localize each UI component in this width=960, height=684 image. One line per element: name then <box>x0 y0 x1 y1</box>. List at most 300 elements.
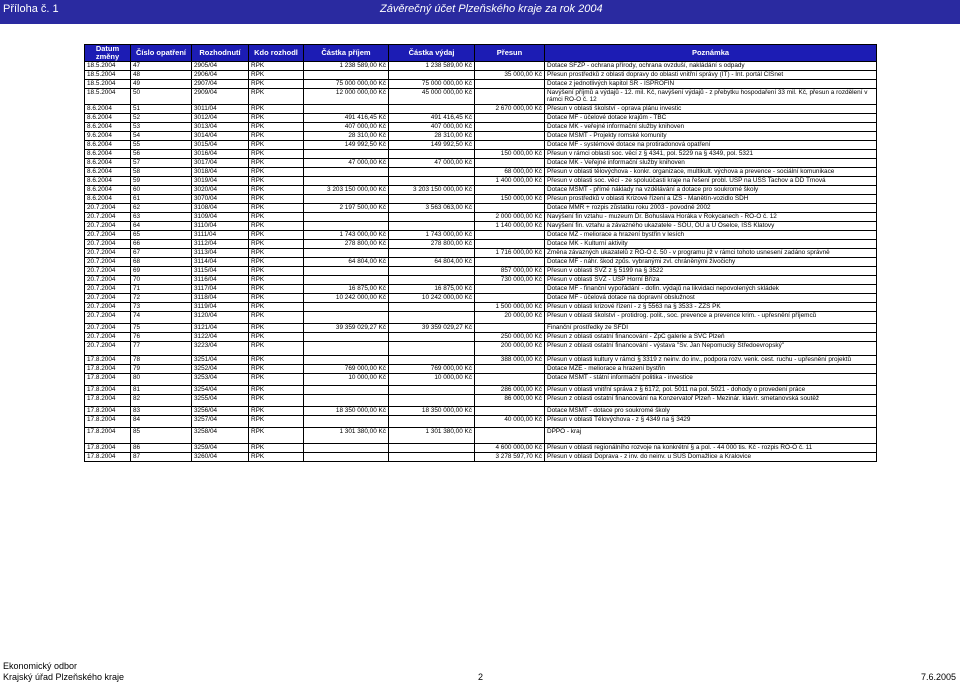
page-header <box>0 0 960 24</box>
cell-date: 18.5.2004 <box>85 71 131 80</box>
cell-note: Přesun v oblasti tělovýchova - konkr. organizace, multikult. výchova a prevence - sociální komunikace <box>545 167 877 176</box>
cell-note: Dotace MŠMT - přímé náklady na vzdělávání a dotace pro soukromé školy <box>545 185 877 194</box>
cell-date: 17.8.2004 <box>85 415 131 427</box>
cell-expense: 1 301 380,00 Kč <box>389 427 475 443</box>
cell-decided-by: RPK <box>249 341 304 355</box>
cell-decision: 3119/04 <box>192 302 249 311</box>
cell-transfer <box>475 293 545 302</box>
cell-transfer: 857 000,00 Kč <box>475 266 545 275</box>
cell-transfer <box>475 185 545 194</box>
cell-decision: 3113/04 <box>192 248 249 257</box>
cell-measure-number: 72 <box>131 293 192 302</box>
cell-decision: 3108/04 <box>192 203 249 212</box>
table-row <box>85 385 877 394</box>
cell-measure-number: 59 <box>131 176 192 185</box>
cell-decision: 3259/04 <box>192 443 249 452</box>
cell-transfer <box>475 406 545 415</box>
cell-note: Dotace MŠMT - Projekty romské komunity <box>545 131 877 140</box>
cell-date: 20.7.2004 <box>85 332 131 341</box>
cell-transfer: 68 000,00 Kč <box>475 167 545 176</box>
cell-measure-number: 54 <box>131 131 192 140</box>
cell-date: 20.7.2004 <box>85 323 131 332</box>
cell-note: Přesun v oblasti Tělovýchova - z § 4349 na § 3429 <box>545 415 877 427</box>
table-row <box>85 113 877 122</box>
cell-note: Přesun z oblasti ostatní financování - ZpČ galerie a SVČ Plzeň <box>545 332 877 341</box>
cell-decided-by: RPK <box>249 221 304 230</box>
cell-measure-number: 80 <box>131 373 192 385</box>
cell-decision: 3252/04 <box>192 364 249 373</box>
cell-transfer <box>475 89 545 105</box>
table-row <box>85 266 877 275</box>
cell-decision: 3121/04 <box>192 323 249 332</box>
cell-transfer <box>475 158 545 167</box>
cell-transfer: 200 000,00 Kč <box>475 341 545 355</box>
cell-measure-number: 51 <box>131 104 192 113</box>
cell-decision: 3251/04 <box>192 355 249 364</box>
footer-page-number: 2 <box>478 672 484 682</box>
cell-income: 769 000,00 Kč <box>304 364 389 373</box>
cell-decided-by: RPK <box>249 131 304 140</box>
cell-transfer: 40 000,00 Kč <box>475 415 545 427</box>
cell-decision: 3070/04 <box>192 194 249 203</box>
cell-decided-by: RPK <box>249 385 304 394</box>
cell-date: 20.7.2004 <box>85 203 131 212</box>
table-row <box>85 122 877 131</box>
cell-income <box>304 248 389 257</box>
cell-expense: 16 875,00 Kč <box>389 284 475 293</box>
cell-income: 10 000,00 Kč <box>304 373 389 385</box>
cell-expense <box>389 385 475 394</box>
cell-decided-by: RPK <box>249 104 304 113</box>
cell-decided-by: RPK <box>249 452 304 461</box>
cell-note: Finanční prostředky ze SFDI <box>545 323 877 332</box>
cell-note: Dotace MZ - meliorace a hrazení bystřin v lesích <box>545 230 877 239</box>
table-row <box>85 80 877 89</box>
cell-expense <box>389 341 475 355</box>
cell-decision: 2907/04 <box>192 80 249 89</box>
cell-expense <box>389 452 475 461</box>
table-row <box>85 443 877 452</box>
cell-expense <box>389 443 475 452</box>
cell-transfer <box>475 80 545 89</box>
cell-note: Přesun v oblasti Doprava - z inv. do neinv. u SÚS Domažlice a Kralovice <box>545 452 877 461</box>
cell-transfer <box>475 373 545 385</box>
cell-income <box>304 415 389 427</box>
cell-date: 17.8.2004 <box>85 452 131 461</box>
cell-decision: 3118/04 <box>192 293 249 302</box>
cell-income <box>304 212 389 221</box>
cell-date: 8.6.2004 <box>85 176 131 185</box>
cell-decided-by: RPK <box>249 293 304 302</box>
table-row <box>85 185 877 194</box>
cell-date: 17.8.2004 <box>85 385 131 394</box>
footer-office: Krajský úřad Plzeňského kraje <box>3 672 125 682</box>
column-header-expense: Částka výdaj <box>389 45 475 62</box>
cell-measure-number: 65 <box>131 230 192 239</box>
cell-decision: 3109/04 <box>192 212 249 221</box>
cell-transfer <box>475 284 545 293</box>
cell-transfer: 20 000,00 Kč <box>475 311 545 323</box>
cell-note: Dotace MF - finanční vypořádání - dofin. výdajů na likvidaci nepovolených skládek <box>545 284 877 293</box>
table-row <box>85 149 877 158</box>
cell-date: 20.7.2004 <box>85 212 131 221</box>
cell-decided-by: RPK <box>249 275 304 284</box>
cell-date: 18.5.2004 <box>85 80 131 89</box>
cell-decision: 3257/04 <box>192 415 249 427</box>
cell-measure-number: 82 <box>131 394 192 406</box>
column-header-decision: Rozhodnutí <box>192 45 249 62</box>
cell-income: 407 000,00 Kč <box>304 122 389 131</box>
table-row <box>85 176 877 185</box>
cell-transfer: 2 000 000,00 Kč <box>475 212 545 221</box>
cell-date: 17.8.2004 <box>85 364 131 373</box>
document-title: Závěrečný účet Plzeňského kraje za rok 2004 <box>380 3 603 15</box>
cell-income: 16 875,00 Kč <box>304 284 389 293</box>
cell-expense: 407 000,00 Kč <box>389 122 475 131</box>
cell-note: Dotace MZE - meliorace a hrazení bystřin <box>545 364 877 373</box>
cell-expense <box>389 167 475 176</box>
table-row <box>85 248 877 257</box>
cell-expense: 1 238 589,00 Kč <box>389 62 475 71</box>
cell-decision: 3256/04 <box>192 406 249 415</box>
cell-decision: 3116/04 <box>192 275 249 284</box>
cell-expense <box>389 415 475 427</box>
cell-date: 20.7.2004 <box>85 239 131 248</box>
cell-measure-number: 76 <box>131 332 192 341</box>
cell-measure-number: 48 <box>131 71 192 80</box>
column-header-note: Poznámka <box>545 45 877 62</box>
cell-decided-by: RPK <box>249 167 304 176</box>
cell-decision: 2905/04 <box>192 62 249 71</box>
cell-income <box>304 385 389 394</box>
cell-decided-by: RPK <box>249 443 304 452</box>
cell-decision: 3260/04 <box>192 452 249 461</box>
footer-department: Ekonomický odbor <box>3 661 78 671</box>
cell-note: Navýšení fin. vztahu a závazného ukazatele - SOU, OU a U Oselce, ISŠ Klatovy <box>545 221 877 230</box>
cell-date: 17.8.2004 <box>85 427 131 443</box>
cell-income <box>304 221 389 230</box>
column-header-income: Částka příjem <box>304 45 389 62</box>
cell-income <box>304 149 389 158</box>
cell-income <box>304 176 389 185</box>
cell-income <box>304 194 389 203</box>
cell-note: Dotace MMR + rozpis zůstatku roku 2003 - povodně 2002 <box>545 203 877 212</box>
cell-date: 8.6.2004 <box>85 185 131 194</box>
cell-note: Přesun v rámci oblasti soc. věcí z § 4341, pol. 5229 na § 4349, pol. 5321 <box>545 149 877 158</box>
cell-date: 20.7.2004 <box>85 248 131 257</box>
cell-measure-number: 81 <box>131 385 192 394</box>
table-row <box>85 415 877 427</box>
cell-expense: 39 359 029,27 Kč <box>389 323 475 332</box>
table-row <box>85 311 877 323</box>
cell-transfer <box>475 427 545 443</box>
cell-income: 18 350 000,00 Kč <box>304 406 389 415</box>
table-row <box>85 158 877 167</box>
table-row <box>85 293 877 302</box>
budget-changes-table <box>84 44 877 462</box>
cell-income <box>304 443 389 452</box>
cell-transfer <box>475 323 545 332</box>
cell-measure-number: 84 <box>131 415 192 427</box>
cell-transfer <box>475 364 545 373</box>
cell-expense: 10 242 000,00 Kč <box>389 293 475 302</box>
cell-decision: 3111/04 <box>192 230 249 239</box>
cell-decided-by: RPK <box>249 406 304 415</box>
cell-measure-number: 47 <box>131 62 192 71</box>
cell-note: Přesun v oblasti regionálního rozvoje na konkrétní § a pol. - 44 000 tis. Kč - rozpis RO-O č. 11 <box>545 443 877 452</box>
cell-note: Přesun v oblasti soc. věcí - ze spoluúčasti kraje na řešení probl. ÚSP na ÚSS Tachov a DD Trnová <box>545 176 877 185</box>
cell-income <box>304 302 389 311</box>
cell-date: 8.6.2004 <box>85 113 131 122</box>
cell-decision: 3019/04 <box>192 176 249 185</box>
cell-income <box>304 266 389 275</box>
cell-decision: 3254/04 <box>192 385 249 394</box>
cell-note: Dotace SFŽP - ochrana přírody, ochrana ovzduší, nakládání s odpady <box>545 62 877 71</box>
cell-transfer: 1 500 000,00 Kč <box>475 302 545 311</box>
cell-transfer <box>475 140 545 149</box>
cell-decided-by: RPK <box>249 373 304 385</box>
cell-expense: 45 000 000,00 Kč <box>389 89 475 105</box>
cell-decision: 3122/04 <box>192 332 249 341</box>
cell-income: 149 992,50 Kč <box>304 140 389 149</box>
cell-transfer <box>475 203 545 212</box>
cell-decided-by: RPK <box>249 248 304 257</box>
cell-note: Dotace MK - veřejné informační služby knihoven <box>545 122 877 131</box>
cell-note: Přesun v oblasti SVZ z § 5199 na § 3522 <box>545 266 877 275</box>
cell-expense: 3 203 150 000,00 Kč <box>389 185 475 194</box>
cell-transfer: 1 716 000,00 Kč <box>475 248 545 257</box>
cell-expense <box>389 149 475 158</box>
cell-decided-by: RPK <box>249 332 304 341</box>
cell-note: Dotace MŠMT - dotace pro soukromé školy <box>545 406 877 415</box>
cell-transfer: 3 278 597,70 Kč <box>475 452 545 461</box>
cell-decision: 3016/04 <box>192 149 249 158</box>
cell-decision: 3011/04 <box>192 104 249 113</box>
cell-date: 9.6.2004 <box>85 131 131 140</box>
cell-transfer: 2 670 000,00 Kč <box>475 104 545 113</box>
cell-measure-number: 64 <box>131 221 192 230</box>
table-row <box>85 257 877 266</box>
cell-decided-by: RPK <box>249 185 304 194</box>
cell-decision: 3015/04 <box>192 140 249 149</box>
table-row <box>85 71 877 80</box>
cell-expense <box>389 275 475 284</box>
cell-income <box>304 341 389 355</box>
cell-note: Přesun prostředků z oblasti dopravy do oblasti vnitřní správy (IT) - Int. portál CISnet <box>545 71 877 80</box>
cell-expense <box>389 302 475 311</box>
cell-measure-number: 53 <box>131 122 192 131</box>
cell-date: 20.7.2004 <box>85 230 131 239</box>
table-row <box>85 140 877 149</box>
cell-expense <box>389 355 475 364</box>
cell-expense <box>389 266 475 275</box>
cell-decided-by: RPK <box>249 62 304 71</box>
cell-decided-by: RPK <box>249 140 304 149</box>
table-row <box>85 131 877 140</box>
cell-note: Přesun z oblasti ostatní financování - výstava "Sv. Jan Nepomucký Středoevropský" <box>545 341 877 355</box>
cell-transfer: 150 000,00 Kč <box>475 149 545 158</box>
cell-transfer: 286 000,00 Kč <box>475 385 545 394</box>
cell-income: 28 310,00 Kč <box>304 131 389 140</box>
cell-note: Přesun v oblasti kultury v rámci § 3319 z neinv. do inv., podpora rozv. venk. cest. ruchu - upřesnění projektů <box>545 355 877 364</box>
cell-note: Dotace MF - účelové dotace krajům - TBC <box>545 113 877 122</box>
cell-measure-number: 77 <box>131 341 192 355</box>
cell-date: 17.8.2004 <box>85 355 131 364</box>
cell-date: 20.7.2004 <box>85 311 131 323</box>
cell-date: 20.7.2004 <box>85 266 131 275</box>
cell-income: 47 000,00 Kč <box>304 158 389 167</box>
cell-decided-by: RPK <box>249 176 304 185</box>
cell-decision: 3013/04 <box>192 122 249 131</box>
table-row <box>85 62 877 71</box>
cell-measure-number: 50 <box>131 89 192 105</box>
cell-measure-number: 49 <box>131 80 192 89</box>
cell-decision: 2906/04 <box>192 71 249 80</box>
cell-note: Navýšení fin vztahu - muzeum Dr. Bohuslava Horáka v Rokycanech - RO-O č. 12 <box>545 212 877 221</box>
cell-expense <box>389 311 475 323</box>
table-row <box>85 203 877 212</box>
cell-decision: 3253/04 <box>192 373 249 385</box>
cell-measure-number: 74 <box>131 311 192 323</box>
table-row <box>85 373 877 385</box>
cell-transfer <box>475 113 545 122</box>
cell-date: 17.8.2004 <box>85 443 131 452</box>
table-row <box>85 239 877 248</box>
table-row <box>85 364 877 373</box>
cell-income <box>304 394 389 406</box>
cell-note: Dotace MF - účelová dotace na dopravní obslužnost <box>545 293 877 302</box>
cell-date: 20.7.2004 <box>85 257 131 266</box>
cell-income <box>304 452 389 461</box>
cell-measure-number: 55 <box>131 140 192 149</box>
column-header-decided-by: Kdo rozhodl <box>249 45 304 62</box>
cell-decided-by: RPK <box>249 415 304 427</box>
cell-decided-by: RPK <box>249 323 304 332</box>
cell-note: Přesun z oblasti ostatní financování na Konzervatoř Plzeň - Mezinár. klavír. smetanovská soutěž <box>545 394 877 406</box>
cell-decided-by: RPK <box>249 311 304 323</box>
cell-income: 3 203 150 000,00 Kč <box>304 185 389 194</box>
cell-note: Dotace MK - Kulturní aktivity <box>545 239 877 248</box>
cell-note: Změna závazných ukazatelů z RO-O č. 50 - v programu již v rámci tohoto usnesení zadáno správně <box>545 248 877 257</box>
cell-expense <box>389 176 475 185</box>
cell-decision: 3115/04 <box>192 266 249 275</box>
cell-decided-by: RPK <box>249 113 304 122</box>
cell-measure-number: 56 <box>131 149 192 158</box>
cell-decided-by: RPK <box>249 89 304 105</box>
table-row <box>85 230 877 239</box>
table-row <box>85 275 877 284</box>
cell-note: Dotace MF - systémové dotace na protiradonová opatření <box>545 140 877 149</box>
cell-decided-by: RPK <box>249 257 304 266</box>
cell-decision: 3258/04 <box>192 427 249 443</box>
cell-note: Přesun v oblasti SVZ - ÚSP Horní Bříza <box>545 275 877 284</box>
cell-income: 1 238 589,00 Kč <box>304 62 389 71</box>
table-row <box>85 394 877 406</box>
table-row <box>85 427 877 443</box>
cell-date: 20.7.2004 <box>85 284 131 293</box>
cell-decided-by: RPK <box>249 239 304 248</box>
table-row <box>85 104 877 113</box>
cell-income: 39 359 029,27 Kč <box>304 323 389 332</box>
cell-transfer <box>475 62 545 71</box>
cell-date: 8.6.2004 <box>85 167 131 176</box>
cell-measure-number: 85 <box>131 427 192 443</box>
cell-decision: 3114/04 <box>192 257 249 266</box>
cell-note: Navýšení příjmů a výdajů - 12. mil. Kč, navýšení výdajů - z přebytku hospodaření 33 mil. Kč, přesun a rozdělení v rámci RO-O č. 12 <box>545 89 877 105</box>
cell-transfer: 35 000,00 Kč <box>475 71 545 80</box>
cell-expense: 149 992,50 Kč <box>389 140 475 149</box>
column-header-measure-number: Číslo opatření <box>131 45 192 62</box>
cell-measure-number: 86 <box>131 443 192 452</box>
cell-measure-number: 62 <box>131 203 192 212</box>
cell-expense <box>389 332 475 341</box>
cell-measure-number: 69 <box>131 266 192 275</box>
cell-measure-number: 68 <box>131 257 192 266</box>
cell-measure-number: 60 <box>131 185 192 194</box>
cell-income: 12 000 000,00 Kč <box>304 89 389 105</box>
cell-date: 18.5.2004 <box>85 62 131 71</box>
table-row <box>85 341 877 355</box>
cell-decided-by: RPK <box>249 212 304 221</box>
cell-decided-by: RPK <box>249 355 304 364</box>
cell-decided-by: RPK <box>249 203 304 212</box>
cell-expense: 64 804,00 Kč <box>389 257 475 266</box>
cell-date: 17.8.2004 <box>85 394 131 406</box>
cell-date: 18.5.2004 <box>85 89 131 105</box>
cell-expense: 10 000,00 Kč <box>389 373 475 385</box>
table-row <box>85 167 877 176</box>
cell-measure-number: 75 <box>131 323 192 332</box>
table-row <box>85 284 877 293</box>
cell-transfer <box>475 122 545 131</box>
cell-expense: 18 350 000,00 Kč <box>389 406 475 415</box>
cell-transfer <box>475 239 545 248</box>
cell-decided-by: RPK <box>249 284 304 293</box>
cell-decided-by: RPK <box>249 394 304 406</box>
cell-measure-number: 73 <box>131 302 192 311</box>
cell-date: 20.7.2004 <box>85 275 131 284</box>
column-header-transfer: Přesun <box>475 45 545 62</box>
cell-date: 8.6.2004 <box>85 104 131 113</box>
cell-transfer: 150 000,00 Kč <box>475 194 545 203</box>
table-row <box>85 323 877 332</box>
table-row <box>85 221 877 230</box>
cell-note: Přesun v oblasti vnitřní správa z § 6172, pol. 5011 na pol. 5021 - dohody o provedení práce <box>545 385 877 394</box>
cell-decision: 3012/04 <box>192 113 249 122</box>
cell-decided-by: RPK <box>249 158 304 167</box>
cell-date: 8.6.2004 <box>85 122 131 131</box>
cell-measure-number: 58 <box>131 167 192 176</box>
cell-expense: 75 000 000,00 Kč <box>389 80 475 89</box>
cell-expense <box>389 212 475 221</box>
cell-note: Přesun v oblasti školství - protidrog. polit., soc. prevence a prevence krim. - upřesnění příjemců <box>545 311 877 323</box>
cell-measure-number: 66 <box>131 239 192 248</box>
cell-income: 278 800,00 Kč <box>304 239 389 248</box>
cell-decided-by: RPK <box>249 266 304 275</box>
cell-measure-number: 61 <box>131 194 192 203</box>
table-row <box>85 89 877 105</box>
cell-decided-by: RPK <box>249 80 304 89</box>
cell-date: 8.6.2004 <box>85 140 131 149</box>
cell-expense: 769 000,00 Kč <box>389 364 475 373</box>
cell-income <box>304 104 389 113</box>
cell-transfer: 250 000,00 Kč <box>475 332 545 341</box>
cell-decided-by: RPK <box>249 194 304 203</box>
cell-income <box>304 311 389 323</box>
cell-expense: 491 416,45 Kč <box>389 113 475 122</box>
cell-decision: 3112/04 <box>192 239 249 248</box>
cell-date: 20.7.2004 <box>85 293 131 302</box>
